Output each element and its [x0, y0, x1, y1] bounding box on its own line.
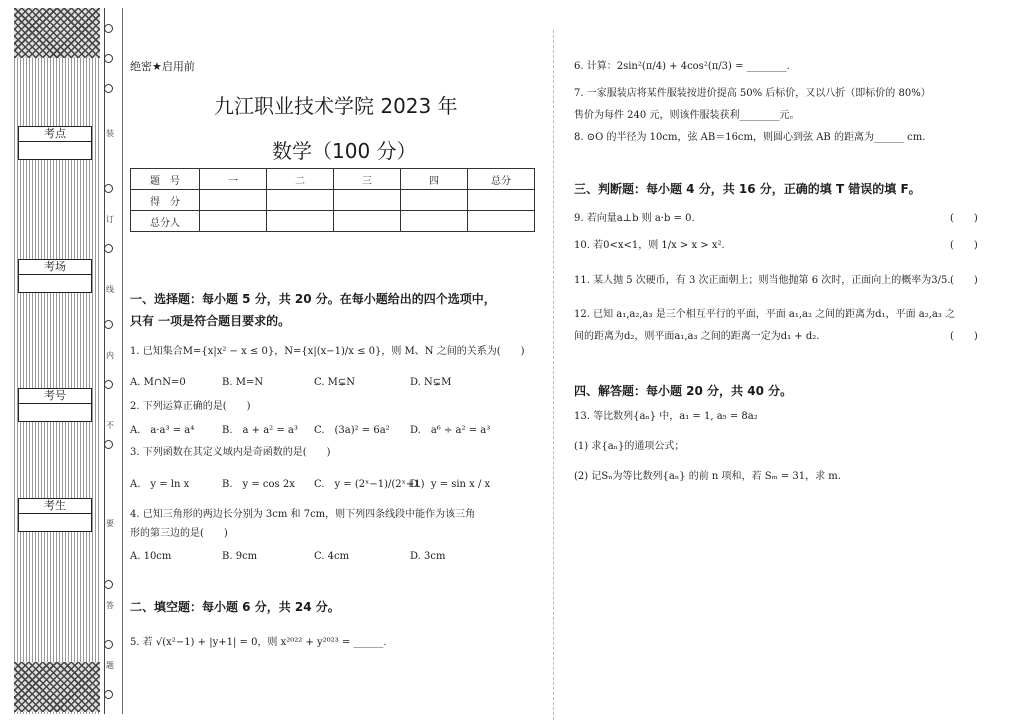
- binding-hole: [104, 380, 113, 389]
- option[interactable]: C. 4cm: [314, 551, 350, 562]
- option[interactable]: D. y = sin x / x: [410, 479, 491, 490]
- option[interactable]: D. a⁶ ÷ a² = a³: [410, 425, 491, 436]
- answer-paren[interactable]: ( ): [950, 331, 978, 342]
- question: 10. 若0<x<1，则 1/x > x > x².: [574, 240, 725, 251]
- score-cell[interactable]: [200, 190, 267, 211]
- page-subtitle: 数学（100 分）: [272, 139, 417, 163]
- question: 11. 某人抛 5 次硬币，有 3 次正面朝上；则当他抛第 6 次时，正面向上的概率为3/5.: [574, 275, 951, 286]
- table-row: [131, 211, 535, 232]
- binding-hole: [104, 320, 113, 329]
- table-header: 三: [334, 169, 401, 190]
- answer-paren[interactable]: ( ): [950, 275, 978, 286]
- question: 6. 计算：2sin²(π/4) + 4cos²(π/3) = ________.: [574, 61, 790, 72]
- question-part: (1) 求{aₙ}的通项公式；: [574, 441, 685, 452]
- binding-hatch-bottom: [14, 662, 100, 712]
- table-header: 一: [200, 169, 267, 190]
- section-heading: 一、选择题：每小题 5 分，共 20 分。在每小题给出的四个选项中，: [130, 292, 496, 306]
- binding-hole: [104, 640, 113, 649]
- question-part: (2) 记Sₙ为等比数列{aₙ} 的前 n 项和，若 Sₘ = 31，求 m.: [574, 471, 841, 482]
- binding-char: 不: [106, 421, 114, 430]
- question: 售价为每件 240 元，则该件服装获利________元。: [574, 110, 800, 121]
- option[interactable]: A. 10cm: [130, 551, 172, 562]
- binding-char: 订: [106, 215, 114, 224]
- field-kaosheng[interactable]: [18, 498, 92, 532]
- option[interactable]: B. 9cm: [222, 551, 258, 562]
- score-cell[interactable]: [267, 211, 334, 232]
- table-header: 总分: [468, 169, 535, 190]
- field-label: 考号: [19, 389, 91, 404]
- field-label: 考场: [19, 260, 91, 275]
- option[interactable]: C. (3a)² = 6a²: [314, 425, 390, 436]
- option[interactable]: A. a·a³ = a⁴: [130, 425, 195, 436]
- table-row: [131, 190, 535, 211]
- score-cell[interactable]: [200, 211, 267, 232]
- section-heading: 四、解答题：每小题 20 分，共 40 分。: [574, 384, 793, 398]
- field-kaochang[interactable]: [18, 259, 92, 293]
- question: 12. 已知 a₁,a₂,a₃ 是三个相互平行的平面，平面 a₁,a₂ 之间的距离为d₁，平面 a₂,a₃ 之: [574, 309, 956, 320]
- option[interactable]: B. a + a² = a³: [222, 425, 298, 436]
- option[interactable]: D. N⊊M: [410, 377, 452, 388]
- answer-paren[interactable]: ( ): [950, 213, 978, 224]
- option[interactable]: A. M∩N=0: [130, 377, 186, 388]
- question: 9. 若向量a⊥b 则 a·b = 0.: [574, 213, 695, 224]
- score-cell[interactable]: [267, 190, 334, 211]
- option[interactable]: C. M⊊N: [314, 377, 356, 388]
- binding-hole: [104, 440, 113, 449]
- binding-strip: [14, 8, 100, 714]
- binding-hole: [104, 244, 113, 253]
- score-cell[interactable]: [334, 211, 401, 232]
- section-heading: 二、填空题：每小题 6 分，共 24 分。: [130, 600, 340, 614]
- question: 13. 等比数列{aₙ} 中，a₁ = 1, a₅ = 8a₂: [574, 411, 758, 422]
- binding-hole: [104, 84, 113, 93]
- field-label: 考生: [19, 499, 91, 514]
- field-kaohao[interactable]: [18, 388, 92, 422]
- binding-hole: [104, 24, 113, 33]
- question: 2. 下列运算正确的是( ): [130, 401, 251, 412]
- option[interactable]: C. y = (2ˣ−1)/(2ˣ+1): [314, 479, 425, 490]
- answer-paren[interactable]: ( ): [950, 240, 978, 251]
- binding-hole: [104, 184, 113, 193]
- score-cell[interactable]: [401, 211, 468, 232]
- binding-char: 题: [106, 661, 114, 670]
- section-heading: 只有 一项是符合题目要求的。: [130, 314, 291, 328]
- question: 8. ⊙O 的半径为 10cm，弦 AB＝16cm，则圆心到弦 AB 的距离为______ cm.: [574, 132, 926, 143]
- binding-hole: [104, 580, 113, 589]
- binding-hatch-top: [14, 8, 100, 58]
- question: 间的距离为d₂，则平面a₁,a₃ 之间的距离一定为d₁ + d₂.: [574, 331, 820, 342]
- field-kaodian[interactable]: [18, 126, 92, 160]
- table-row: [131, 169, 535, 190]
- option[interactable]: A. y = ln x: [130, 479, 190, 490]
- score-cell[interactable]: [468, 190, 535, 211]
- table-header: 二: [267, 169, 334, 190]
- question: 5. 若 √(x²−1) + |y+1| = 0，则 x²⁰²² + y²⁰²³ = ______.: [130, 637, 387, 648]
- row-label: 总分人: [131, 211, 200, 232]
- table-header: 题 号: [131, 169, 200, 190]
- question: 形的第三边的是( ): [130, 528, 228, 539]
- table-header: 四: [401, 169, 468, 190]
- binding-hole: [104, 690, 113, 699]
- field-label: 考点: [19, 127, 91, 142]
- binding-hole: [104, 54, 113, 63]
- question: 1. 已知集合M={x|x² − x ≤ 0}，N={x|(x−1)/x ≤ 0}，则 M、N 之间的关系为( ): [130, 346, 525, 357]
- binding-char: 内: [106, 351, 114, 360]
- binding-char: 答: [106, 601, 114, 610]
- question: 3. 下列函数在其定义域内是奇函数的是( ): [130, 447, 331, 458]
- question: 4. 已知三角形的两边长分别为 3cm 和 7cm，则下列四条线段中能作为该三角: [130, 509, 476, 520]
- column-divider: [553, 30, 554, 720]
- score-cell[interactable]: [468, 211, 535, 232]
- option[interactable]: B. y = cos 2x: [222, 479, 295, 490]
- page-title: 九江职业技术学院 2023 年: [214, 94, 458, 118]
- score-table: [130, 168, 535, 232]
- binding-char: 装: [106, 129, 114, 138]
- section-heading: 三、判断题：每小题 4 分，共 16 分，正确的填 T 错误的填 F。: [574, 182, 921, 196]
- binding-char: 要: [106, 519, 114, 528]
- binding-line: [104, 8, 105, 714]
- option[interactable]: B. M=N: [222, 377, 264, 388]
- question: 7. 一家服装店将某件服装按进价提高 50% 后标价，又以八折（即标价的 80%）: [574, 88, 931, 99]
- secret-mark: 绝密★启用前: [130, 60, 195, 73]
- score-cell[interactable]: [334, 190, 401, 211]
- score-cell[interactable]: [401, 190, 468, 211]
- binding-char: 线: [106, 285, 114, 294]
- binding-line-inner: [122, 8, 123, 714]
- row-label: 得 分: [131, 190, 200, 211]
- option[interactable]: D. 3cm: [410, 551, 446, 562]
